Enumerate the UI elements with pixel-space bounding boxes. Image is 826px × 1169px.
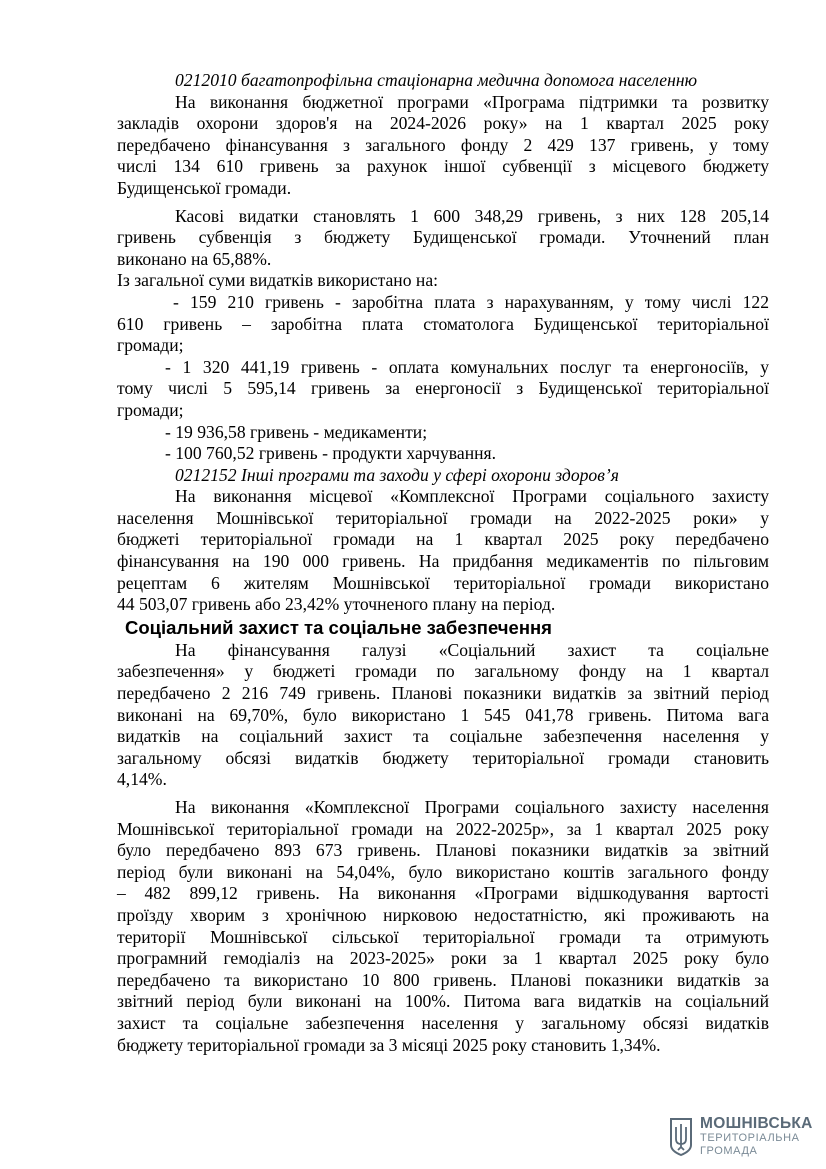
text-line: - 1 320 441,19 гривень - оплата комунальних послуг та енергоносіїв, у — [165, 356, 769, 377]
logo-subtitle: ГРОМАДА — [700, 1145, 758, 1157]
text-line: закладів охорони здоров'я на 2024-2026 року» на 1 квартал 2025 року — [117, 113, 769, 134]
text-line: громади; — [117, 399, 184, 420]
trident-emblem-icon — [668, 1117, 694, 1157]
text-line: Будищенської громади. — [117, 177, 292, 198]
text-line: забезпечення» у бюджеті громади по загальному фонду на 1 квартал — [117, 661, 769, 682]
paragraph-social-program — [117, 797, 769, 1056]
text-line: Касові видатки становлять 1 600 348,29 гривень, з них 128 205,14 — [175, 205, 769, 226]
text-line: 610 гривень – заробітна плата стоматолога Будищенської територіальної — [117, 313, 769, 334]
document-body — [117, 70, 769, 1056]
program-title-0212152: 0212152 Інші програми та заходи у сфері охорони здоров’я — [175, 464, 619, 485]
text-line: тому числі 5 595,14 гривень за енергоносії з Будищенської територіальної — [117, 378, 769, 399]
text-line: передбачено 2 216 749 гривень. Планові показники видатків за звітний період — [117, 683, 769, 704]
text-line: програмний гемодіаліз на 2023-2025» роки за 1 квартал 2025 року було — [117, 948, 769, 969]
text-line: населення Мошнівської територіальної громади на 2022-2025 роки» у — [117, 507, 769, 528]
text-line: захист та соціальне забезпечення населення у загальному обсязі видатків — [117, 1012, 769, 1033]
list-item: - 19 936,58 гривень - медикаменти; — [165, 421, 428, 442]
text-line: виконано на 65,88%. — [117, 248, 272, 269]
text-line: Із загальної суми видатків використано на: — [117, 270, 439, 291]
text-line: громади; — [117, 335, 184, 356]
text-line: було передбачено 893 673 гривень. Планові показники видатків за звітний — [117, 840, 769, 861]
list-item: - 100 760,52 гривень - продукти харчування. — [165, 443, 497, 464]
logo-name: МОШНІВСЬКА — [700, 1115, 813, 1132]
text-line: рецептам 6 жителям Мошнівської територіальної громади використано — [117, 572, 769, 593]
logo-subtitle: ТЕРИТОРІАЛЬНА — [700, 1132, 800, 1144]
paragraph-program-support — [117, 92, 769, 200]
text-line: період були виконані на 54,04%, було використано коштів загального фонду — [117, 861, 769, 882]
text-line: 4,14%. — [117, 769, 167, 790]
paragraph-comprehensive-program — [117, 486, 769, 616]
list-item — [117, 357, 769, 422]
community-logo — [668, 1115, 813, 1161]
text-line: числі 134 610 гривень за рахунок іншої субвенції з місцевого бюджету — [117, 156, 769, 177]
text-line: гривень субвенція з бюджету Будищенської громади. Уточнений план — [117, 227, 769, 248]
text-line: передбачено фінансування з загального фонду 2 429 137 гривень, у тому — [117, 134, 769, 155]
text-line: Мошнівської територіальної громади на 2022-2025р», за 1 квартал 2025 року — [117, 818, 769, 839]
text-line: 44 503,07 гривень або 23,42% уточненого плану на період. — [117, 594, 556, 615]
text-line: На виконання «Комплексної Програми соціального захисту населення — [175, 797, 769, 817]
text-line: - 159 210 гривень - заробітна плата з нарахуванням, у тому числі 122 — [173, 291, 769, 312]
text-line: На виконання бюджетної програми «Програма підтримки та розвитку — [175, 91, 769, 112]
text-line: фінансування на 190 000 гривень. На придбання медикаментів по пільговим — [117, 551, 769, 572]
text-line: На фінансування галузі «Соціальний захист та соціальне — [175, 639, 769, 660]
text-line: звітний період були виконані на 100%. Питома вага видатків на соціальний — [117, 991, 769, 1012]
text-line: бюджеті територіальної громади на 1 квартал 2025 року передбачено — [117, 529, 769, 550]
section-heading: Соціальний захист та соціальне забезпечення — [125, 616, 552, 638]
text-line: території Мошнівської сільської територіальної громади та отримують — [117, 926, 769, 947]
text-line: На виконання місцевої «Комплексної Програми соціального захисту — [175, 486, 769, 507]
text-line: – 482 899,12 гривень. На виконання «Програми відшкодування вартості — [117, 883, 769, 904]
text-line: проїзду хворим з хронічною нирковою недостатністю, які проживають на — [117, 904, 769, 925]
paragraph-social-protection — [117, 640, 769, 791]
text-line: видатків на соціальний захист та соціальне забезпечення населення у — [117, 726, 769, 747]
paragraph-cash-expenses — [117, 206, 769, 271]
text-line: передбачено та використано 10 800 гривень. Планові показники видатків за — [117, 969, 769, 990]
program-title-0212010: 0212010 багатопрофільна стаціонарна медична допомога населенню — [175, 70, 697, 90]
text-line: виконані на 69,70%, було використано 1 545 041,78 гривень. Питома вага — [117, 704, 769, 725]
text-line: загальному обсязі видатків бюджету територіальної громади становить — [117, 747, 769, 768]
list-item — [117, 292, 769, 357]
text-line: бюджету територіальної громади за 3 місяці 2025 року становить 1,34%. — [117, 1034, 661, 1055]
